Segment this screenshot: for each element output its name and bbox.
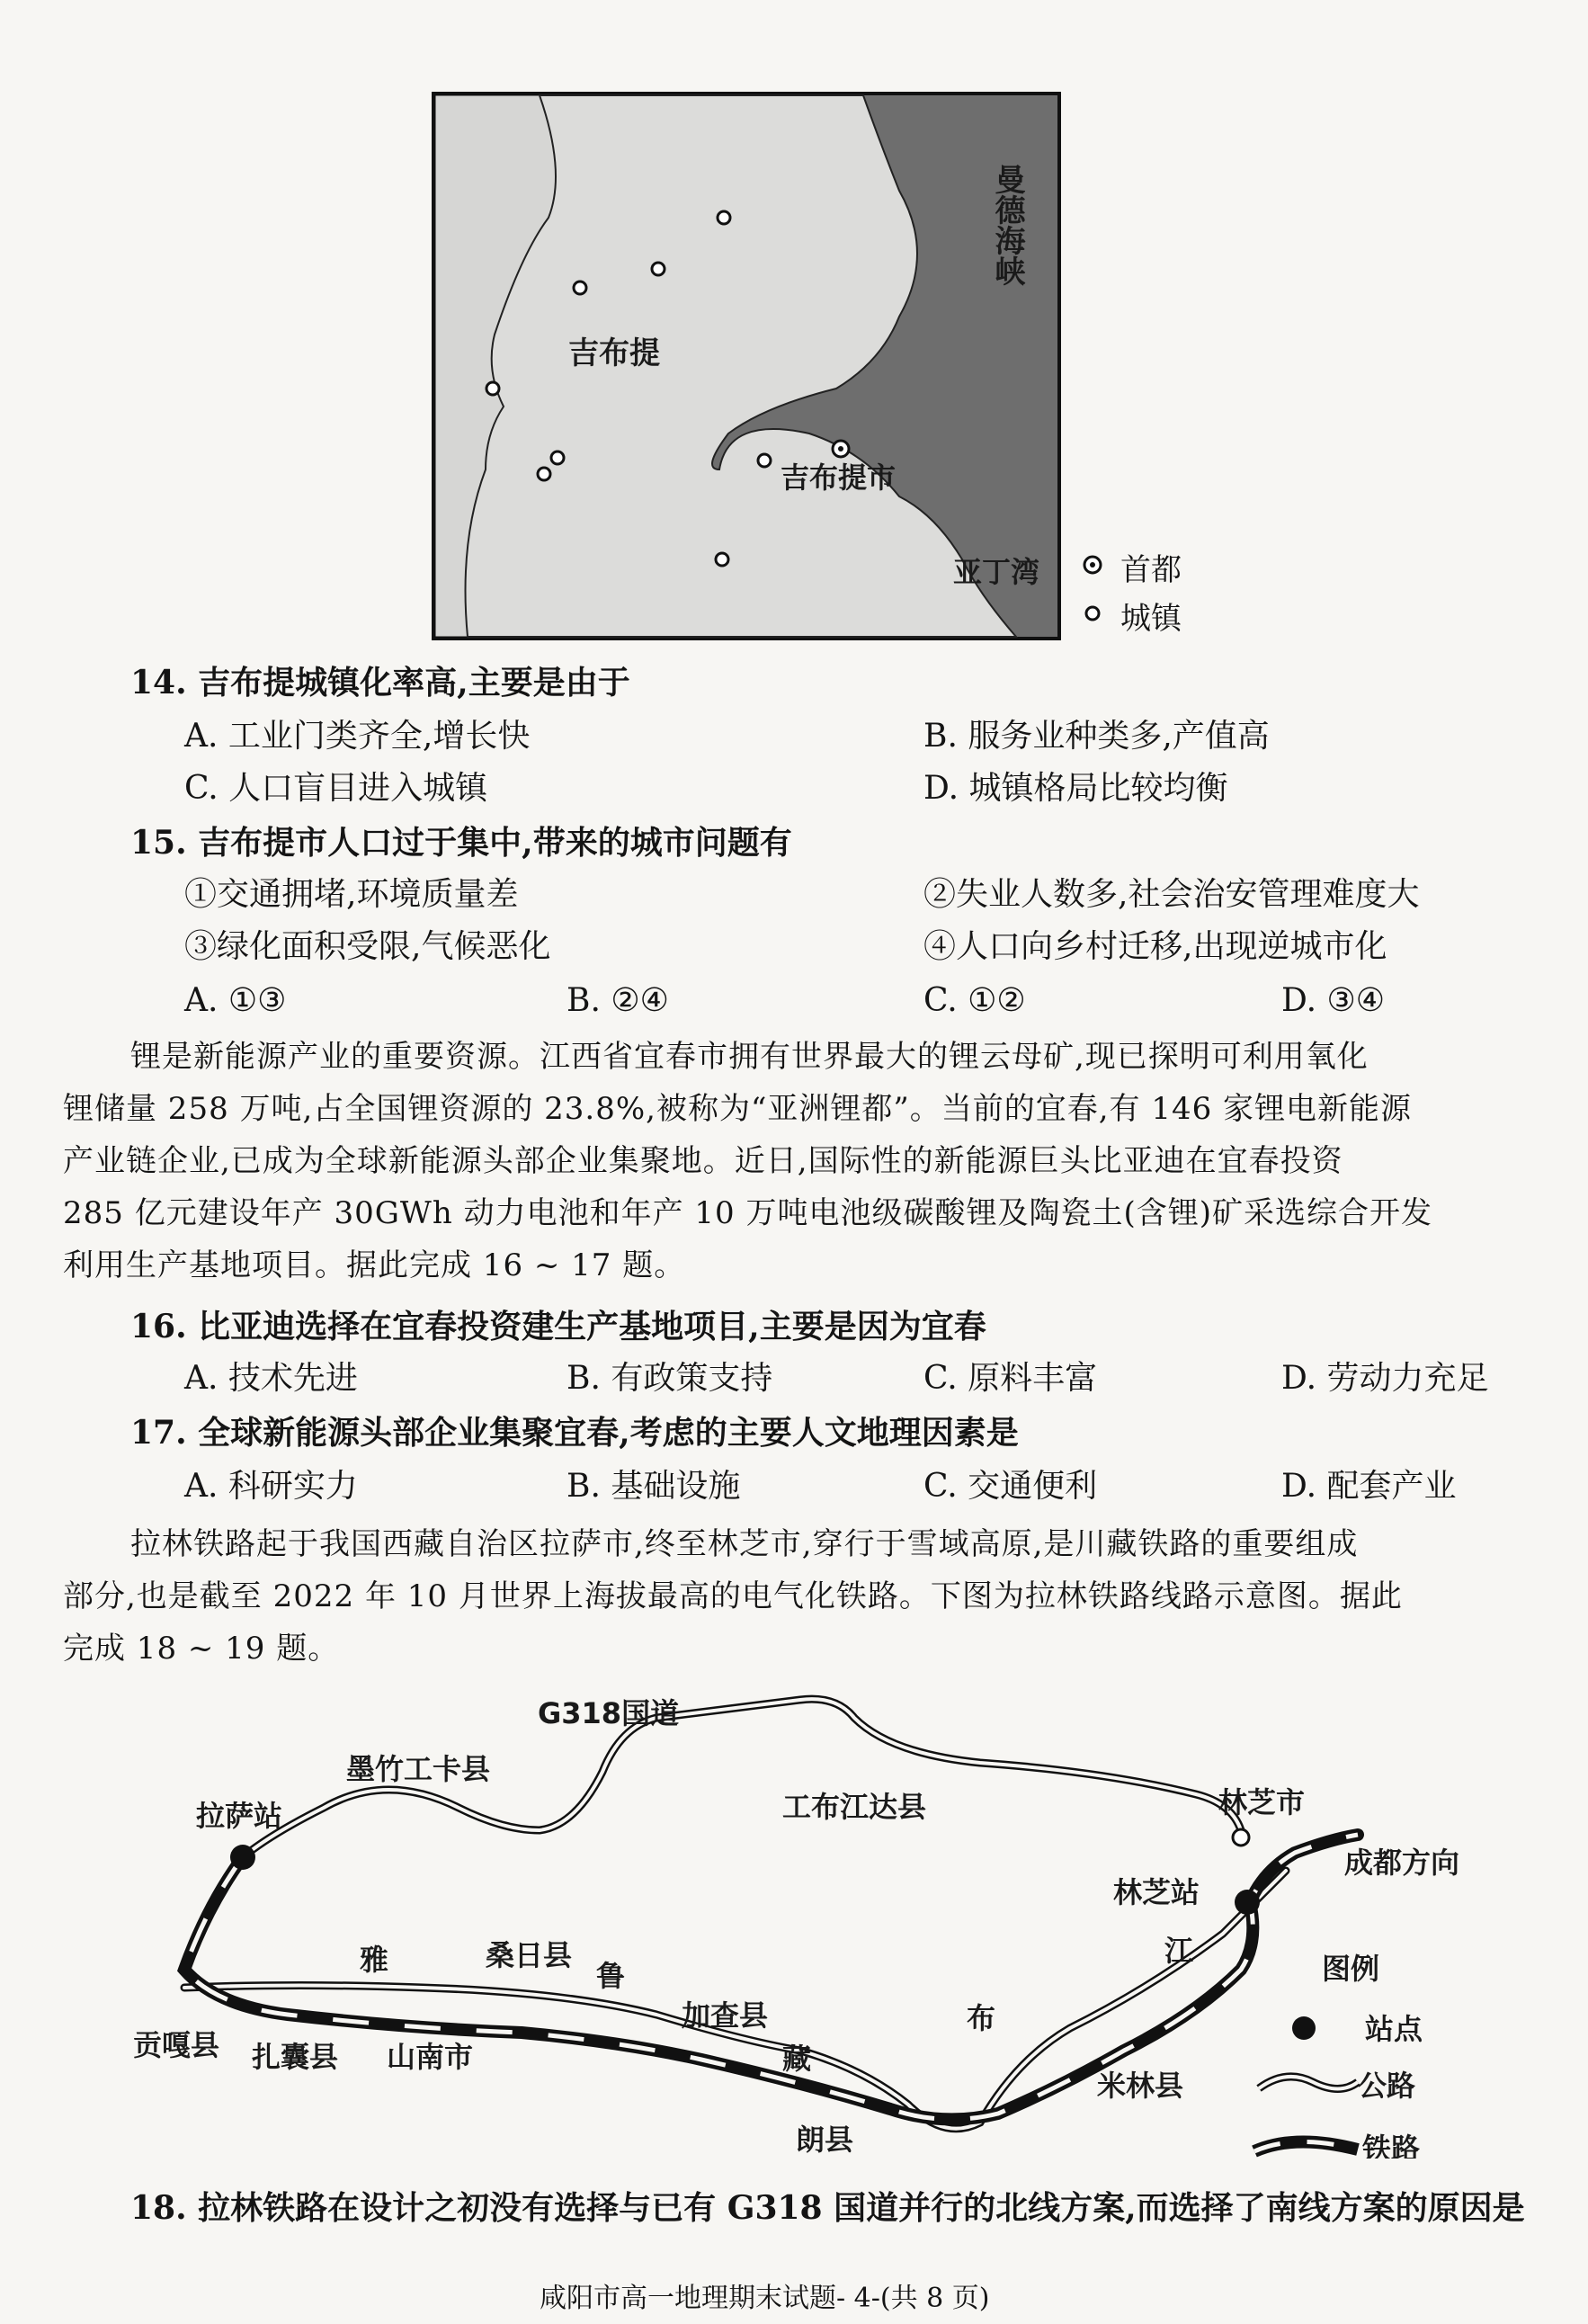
- lalin-map-svg: [117, 1673, 1520, 2159]
- q17-option-c: C. 交通便利: [923, 1468, 1098, 1505]
- label-river-jiang: 江: [1164, 1934, 1194, 1968]
- label-gongga: 贡嘎县: [133, 2028, 220, 2062]
- q18-stem: 18. 拉林铁路在设计之初没有选择与已有 G318 国道并行的北线方案,而选择了南线方案的原因是: [130, 2189, 1525, 2227]
- q15-statement-4: ④人口向乡村迁移,出现逆城市化: [923, 928, 1387, 965]
- passage1-line-3: 产业链企业,已成为全球新能源头部企业集聚地。近日,国际性的新能源巨头比亚迪在宜春投资: [63, 1143, 1343, 1179]
- label-djibouti: 吉布提: [568, 335, 660, 371]
- q15-statement-2: ②失业人数多,社会治安管理难度大: [923, 876, 1420, 913]
- q14-option-a: A. 工业门类齐全,增长快: [184, 718, 531, 755]
- label-g318: G318国道: [538, 1696, 680, 1730]
- label-langxian: 朗县: [796, 2123, 854, 2157]
- djibouti-map: [432, 92, 1061, 640]
- label-mozhugongka: 墨竹工卡县: [346, 1752, 491, 1786]
- q15-statement-1: ①交通拥堵,环境质量差: [184, 876, 519, 913]
- town-marker: [538, 468, 550, 480]
- q17-option-d: D. 配套产业: [1281, 1468, 1457, 1505]
- legend-station-label: 站点: [1365, 2012, 1423, 2046]
- label-jiacha: 加查县: [682, 1998, 769, 2033]
- q16-option-b: B. 有政策支持: [567, 1360, 773, 1397]
- djibouti-map-svg: [432, 92, 1061, 640]
- q15-option-d: D. ③④: [1281, 982, 1386, 1019]
- town-marker: [486, 382, 499, 395]
- label-gongbujiangda: 工布江达县: [782, 1790, 927, 1824]
- q15-statement-3: ③绿化面积受限,气候恶化: [184, 928, 551, 965]
- legend-rail-label: 铁路: [1362, 2132, 1421, 2159]
- lhasa-station-marker: [230, 1845, 255, 1870]
- town-legend-icon: [1079, 600, 1106, 627]
- town-marker: [758, 454, 771, 467]
- town-marker: [652, 263, 665, 275]
- label-djibouti-city: 吉布提市: [781, 460, 897, 495]
- nyingchi-station-marker: [1235, 1890, 1260, 1915]
- passage2-line-2: 部分,也是截至 2022 年 10 月世界上海拔最高的电气化铁路。下图为拉林铁路线路示意图。据此: [63, 1578, 1403, 1614]
- q17-option-b: B. 基础设施: [567, 1468, 741, 1505]
- legend-capital-label: 首都: [1120, 552, 1182, 588]
- q17-option-a: A. 科研实力: [184, 1468, 358, 1505]
- q14-stem: 14. 吉布提城镇化率高,主要是由于: [130, 664, 630, 702]
- label-chengdu-direction: 成都方向: [1344, 1846, 1460, 1880]
- legend-town-label: 城镇: [1120, 601, 1182, 637]
- town-marker: [718, 211, 730, 224]
- capital-legend-icon: [1079, 551, 1106, 578]
- passage2-line-3: 完成 18 ~ 19 题。: [63, 1631, 340, 1667]
- label-sangri: 桑日县: [486, 1938, 573, 1972]
- label-nyingchi-station: 林芝站: [1113, 1875, 1200, 1909]
- passage1-line-2: 锂储量 258 万吨,占全国锂资源的 23.8%,被称为“亚洲锂都”。当前的宜春,有 146 家锂电新能源: [63, 1091, 1413, 1127]
- town-marker: [574, 282, 586, 294]
- label-shannan: 山南市: [387, 2040, 474, 2074]
- page-footer: 咸阳市高一地理期末试题- 4-(共 8 页): [540, 2283, 990, 2314]
- q15-option-b: B. ②④: [567, 982, 669, 1019]
- town-marker: [716, 553, 728, 566]
- nyingchi-city-marker: [1233, 1829, 1249, 1846]
- label-bab-el-mandeb: 曼德海峡: [989, 164, 1025, 286]
- passage1-line-1: 锂是新能源产业的重要资源。江西省宜春市拥有世界最大的锂云母矿,现已探明可利用氧化: [130, 1039, 1369, 1075]
- q16-option-c: C. 原料丰富: [923, 1360, 1098, 1397]
- lalin-railway-map: [117, 1673, 1520, 2159]
- label-river-lu: 鲁: [596, 1959, 626, 1993]
- passage1-line-4: 285 亿元建设年产 30GWh 动力电池和年产 10 万吨电池级碳酸锂及陶瓷土(含锂)矿采选综合开发: [63, 1195, 1432, 1231]
- q16-option-a: A. 技术先进: [184, 1360, 358, 1397]
- q16-option-d: D. 劳动力充足: [1281, 1360, 1489, 1397]
- q14-option-c: C. 人口盲目进入城镇: [184, 770, 488, 807]
- label-gulf-of-aden: 亚丁湾: [953, 555, 1040, 589]
- q15-option-a: A. ①③: [184, 982, 287, 1019]
- label-river-bu: 布: [967, 2001, 996, 2035]
- q14-option-d: D. 城镇格局比较均衡: [923, 770, 1228, 807]
- legend-road-label: 公路: [1358, 2069, 1416, 2103]
- label-river-zang: 藏: [782, 2042, 812, 2076]
- q16-stem: 16. 比亚迪选择在宜春投资建生产基地项目,主要是因为宜春: [130, 1308, 986, 1345]
- label-nyingchi-city: 林芝市: [1218, 1785, 1306, 1819]
- legend-station-icon: [1292, 2016, 1316, 2040]
- q17-stem: 17. 全球新能源头部企业集聚宜春,考虑的主要人文地理因素是: [130, 1414, 1019, 1452]
- capital-marker-dot: [838, 446, 843, 451]
- q15-stem: 15. 吉布提市人口过于集中,带来的城市问题有: [130, 824, 792, 862]
- label-zhanang: 扎囊县: [252, 2040, 339, 2074]
- label-river-ya: 雅: [360, 1943, 389, 1977]
- q15-option-c: C. ①②: [923, 982, 1026, 1019]
- label-milin: 米林县: [1097, 2069, 1184, 2103]
- legend-title: 图例: [1322, 1952, 1380, 1986]
- passage1-line-5: 利用生产基地项目。据此完成 16 ~ 17 题。: [63, 1247, 686, 1283]
- passage2-line-1: 拉林铁路起于我国西藏自治区拉萨市,终至林芝市,穿行于雪域高原,是川藏铁路的重要组成: [130, 1526, 1359, 1562]
- town-marker: [551, 451, 564, 464]
- map1-legend: [1079, 545, 1223, 644]
- q14-option-b: B. 服务业种类多,产值高: [923, 718, 1270, 755]
- label-lhasa-station: 拉萨站: [196, 1799, 283, 1833]
